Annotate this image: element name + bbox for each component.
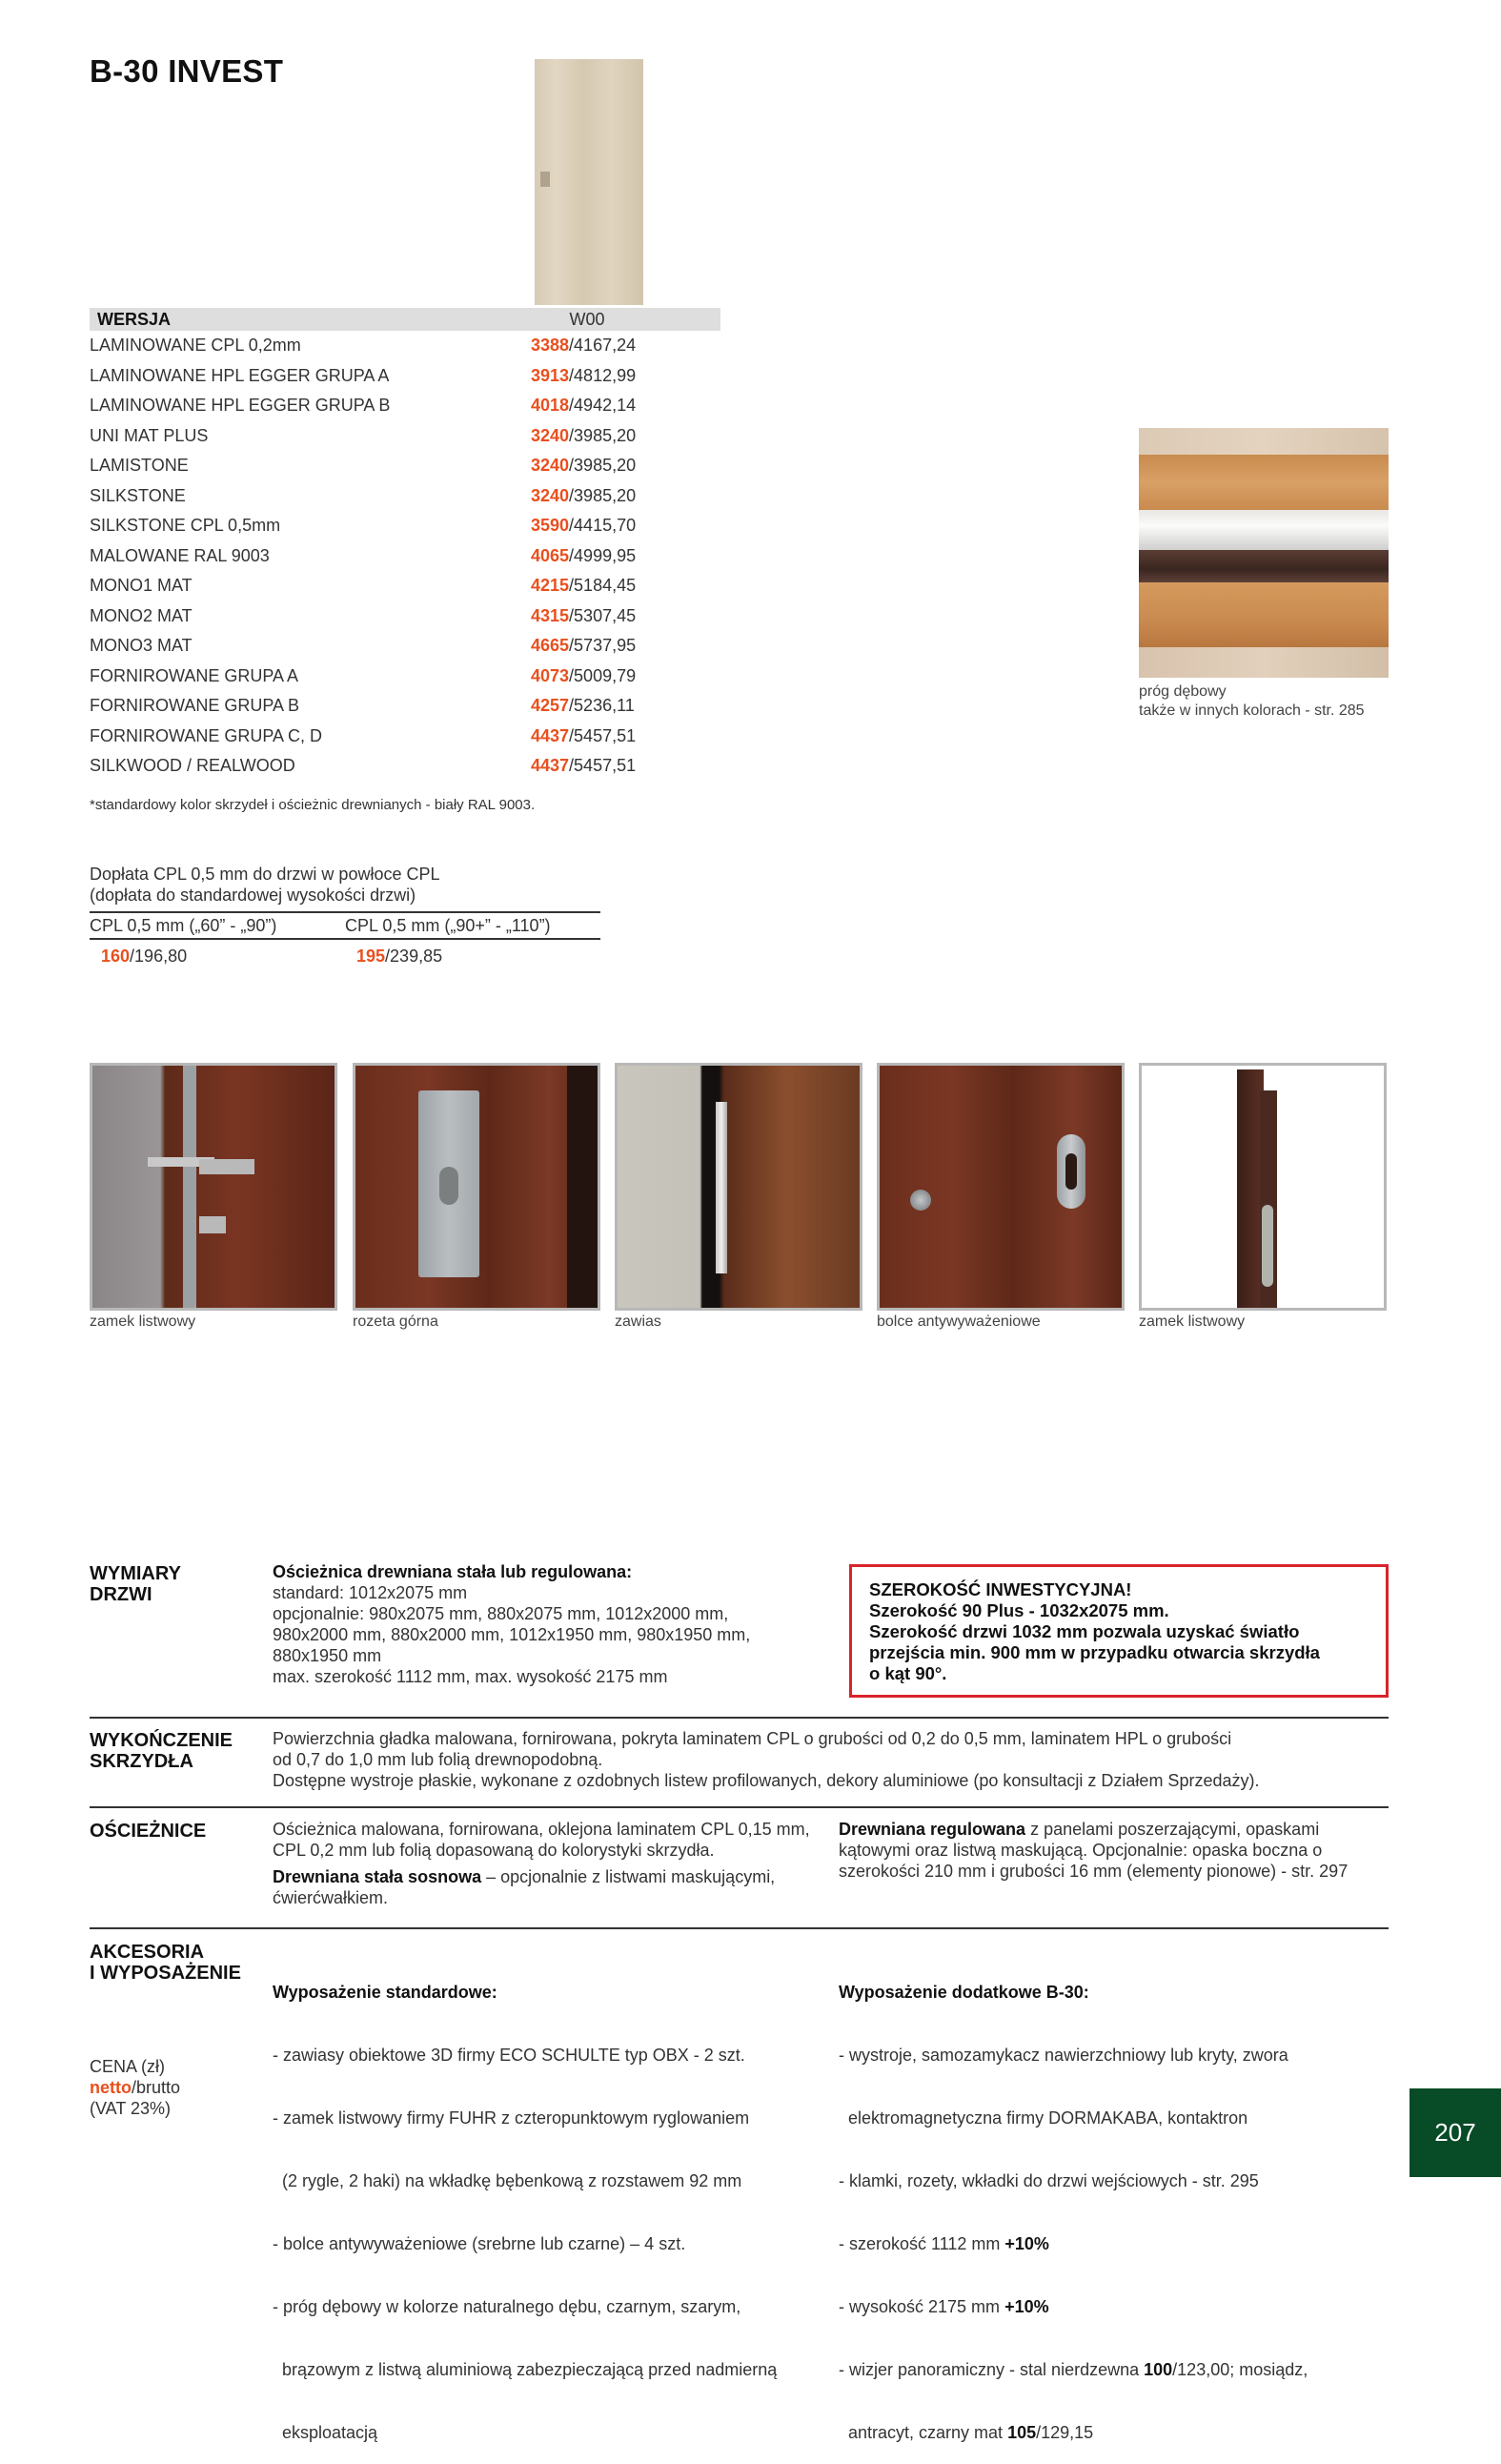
price-netto: 4065	[531, 545, 570, 565]
wymiary-label-line2: DRZWI	[90, 1584, 152, 1605]
cpl-header-row	[90, 911, 600, 940]
footnote: *standardowy kolor skrzydeł i ościeżnic drewnianych - biały RAL 9003.	[90, 797, 536, 813]
extra-item: elektromagnetyczna firmy DORMAKABA, kontaktron	[839, 2108, 1248, 2128]
peephole-netto-2: 105	[1007, 2423, 1037, 2442]
cpl-surcharge-title	[90, 864, 600, 906]
price-brutto: /5457,51	[569, 725, 637, 745]
cpl-title-line2: (dopłata do standardowej wysokości drzwi)	[90, 886, 416, 905]
oscieznice-left-p2	[273, 1866, 830, 1908]
peephole-text-c: antracyt, czarny mat	[839, 2423, 1008, 2442]
oscieznice-right-bold: Drewniana regulowana	[839, 1820, 1026, 1839]
finish-price	[531, 666, 636, 686]
extra-item-peephole-2	[839, 2422, 1391, 2443]
price-netto: 4315	[531, 605, 570, 625]
section-text-oscieznice-left	[273, 1819, 830, 1908]
price-table-row	[90, 451, 720, 481]
finish-price	[531, 576, 636, 596]
finish-price	[531, 726, 636, 746]
invest-line: o kąt 90°.	[869, 1663, 947, 1683]
door-handle-icon	[540, 172, 550, 187]
price-brutto: /4167,24	[569, 336, 637, 356]
price-brutto: /4812,99	[569, 365, 637, 385]
section-label-oscieznice: OŚCIEŻNICE	[90, 1821, 207, 1842]
section-label-wymiary	[90, 1563, 181, 1605]
door-image-w00	[535, 59, 643, 305]
standard-item: - zamek listwowy firmy FUHR z czteropunktowym ryglowaniem	[273, 2108, 750, 2128]
price-table-row	[90, 662, 720, 692]
finish-price	[531, 606, 636, 626]
wymiary-line: 880x1950 mm	[273, 1646, 382, 1665]
price-legend-line1: CENA (zł)	[90, 2057, 166, 2076]
section-text-oscieznice-right	[839, 1819, 1358, 1882]
cpl-title-line1: Dopłata CPL 0,5 mm do drzwi w powłoce CPL	[90, 865, 440, 884]
photo-bolce-antywywazeniowe	[877, 1063, 1125, 1311]
finish-name: FORNIROWANE GRUPA A	[90, 665, 299, 685]
price-netto: 3240	[531, 456, 570, 476]
price-netto: 4018	[531, 396, 570, 416]
peephole-text-b: /123,00; mosiądz,	[1172, 2360, 1308, 2379]
price-brutto: /5307,45	[569, 605, 637, 625]
standard-equipment-heading: Wyposażenie standardowe:	[273, 1983, 497, 2002]
finish-name: LAMISTONE	[90, 456, 189, 476]
finish-name: FORNIROWANE GRUPA C, D	[90, 725, 323, 745]
akcesoria-label-line2: I WYPOSAŻENIE	[90, 1963, 241, 1984]
price-netto: 4257	[531, 696, 570, 716]
header-wersja: WERSJA	[97, 309, 172, 329]
price-table-row	[90, 631, 720, 662]
page-title: B-30 INVEST	[90, 53, 284, 89]
cpl-val-2-netto: 195	[356, 946, 386, 966]
section-text-wymiary	[273, 1561, 825, 1687]
price-table-row	[90, 571, 720, 601]
extra-equipment	[839, 1940, 1391, 2464]
header-version: W00	[569, 309, 605, 329]
extra-item-width	[839, 2233, 1391, 2254]
finish-price	[531, 426, 636, 446]
price-netto: 3388	[531, 336, 570, 356]
price-netto: 4073	[531, 665, 570, 685]
price-legend-line3: (VAT 23%)	[90, 2099, 172, 2118]
page-number-badge: 207	[1410, 2088, 1501, 2177]
wymiary-line: opcjonalnie: 980x2075 mm, 880x2075 mm, 1012x2000 mm,	[273, 1604, 729, 1623]
finish-price	[531, 696, 635, 716]
wykonczenie-line: od 0,7 do 1,0 mm lub folią drewnopodobną.	[273, 1750, 603, 1769]
price-netto: 4437	[531, 756, 570, 776]
wymiary-heading: Ościeżnica drewniana stała lub regulowana:	[273, 1562, 633, 1581]
invest-line: SZEROKOŚĆ INWESTYCYJNA!	[869, 1579, 1132, 1599]
price-brutto: /4942,14	[569, 396, 637, 416]
wymiary-label-line1: WYMIARY	[90, 1563, 181, 1584]
caption-bolce-antywywazeniowe: bolce antywyważeniowe	[877, 1313, 1041, 1330]
price-table-row	[90, 691, 720, 722]
caption-zamek-listwowy-1: zamek listwowy	[90, 1313, 196, 1330]
divider	[90, 1717, 1389, 1719]
price-table-row	[90, 421, 720, 452]
extra-item-width-pct: +10%	[1004, 2234, 1049, 2253]
price-brutto: /5457,51	[569, 756, 637, 776]
wykonczenie-label-line1: WYKOŃCZENIE	[90, 1730, 233, 1751]
finish-price	[531, 456, 636, 476]
oscieznice-left-p1: Ościeżnica malowana, fornirowana, oklejona laminatem CPL 0,15 mm, CPL 0,2 mm lub folią dopasowaną do kolorystyki skrzydła.	[273, 1820, 810, 1860]
peephole-text-a: - wizjer panoramiczny - stal nierdzewna	[839, 2360, 1145, 2379]
standard-item: (2 rygle, 2 haki) na wkładkę bębenkową z rozstawem 92 mm	[273, 2171, 742, 2190]
oscieznice-left-p2-bold: Drewniana stała sosnowa	[273, 1867, 482, 1886]
finish-name: MONO1 MAT	[90, 576, 193, 596]
peephole-text-d: /129,15	[1036, 2423, 1094, 2442]
section-text-wykonczenie	[273, 1728, 1392, 1791]
price-brutto: /3985,20	[569, 425, 637, 445]
extra-item-width-text: - szerokość 1112 mm	[839, 2234, 1005, 2253]
price-brutto: /4999,95	[569, 545, 637, 565]
price-brutto: /3985,20	[569, 485, 637, 505]
price-legend-netto: netto	[90, 2078, 132, 2097]
price-table-row	[90, 481, 720, 512]
cpl-values-row	[90, 940, 600, 972]
finish-name: LAMINOWANE CPL 0,2mm	[90, 336, 301, 356]
price-table-row	[90, 751, 720, 782]
standard-item: brązowym z listwą aluminiową zabezpieczającą przed nadmierną	[273, 2360, 778, 2379]
price-brutto: /5184,45	[569, 576, 637, 596]
price-table-row	[90, 722, 720, 752]
price-table-row	[90, 391, 720, 421]
price-legend-brutto: /brutto	[132, 2078, 181, 2097]
finish-price	[531, 366, 636, 386]
price-netto: 3240	[531, 425, 570, 445]
standard-item: - bolce antywyważeniowe (srebrne lub czarne) – 4 szt.	[273, 2234, 686, 2253]
finish-name: FORNIROWANE GRUPA B	[90, 696, 300, 716]
price-netto: 3913	[531, 365, 570, 385]
cpl-val-2	[345, 947, 442, 967]
caption-rozeta-gorna: rozeta górna	[353, 1313, 438, 1330]
wymiary-line: 980x2000 mm, 880x2000 mm, 1012x1950 mm, 980x1950 mm,	[273, 1625, 751, 1644]
price-brutto: /5737,95	[569, 636, 637, 656]
finish-price	[531, 516, 636, 536]
finish-price	[531, 486, 636, 506]
extra-item: - klamki, rozety, wkładki do drzwi wejściowych - str. 295	[839, 2171, 1259, 2190]
price-netto: 3590	[531, 516, 570, 536]
section-label-wykonczenie	[90, 1730, 233, 1772]
price-brutto: /4415,70	[569, 516, 637, 536]
akcesoria-label-line1: AKCESORIA	[90, 1942, 205, 1963]
wymiary-line: max. szerokość 1112 mm, max. wysokość 2175 mm	[273, 1667, 668, 1686]
finish-name: UNI MAT PLUS	[90, 425, 209, 445]
finish-price	[531, 396, 636, 416]
price-netto: 3240	[531, 485, 570, 505]
photo-zamek-listwowy-2	[1139, 1063, 1387, 1311]
wykonczenie-label-line2: SKRZYDŁA	[90, 1751, 193, 1772]
divider	[90, 1806, 1389, 1808]
price-table-row	[90, 331, 720, 361]
peephole-netto-1: 100	[1144, 2360, 1173, 2379]
cpl-val-1	[90, 947, 345, 967]
extra-item: - wystroje, samozamykacz nawierzchniowy lub kryty, zwora	[839, 2046, 1288, 2065]
cpl-val-1-netto: 160	[101, 946, 131, 966]
photo-rozeta-gorna	[353, 1063, 600, 1311]
price-brutto: /5236,11	[569, 696, 635, 716]
extra-item-peephole	[839, 2359, 1391, 2380]
finish-price	[531, 546, 636, 566]
invest-line: Szerokość drzwi 1032 mm pozwala uzyskać światło	[869, 1621, 1300, 1641]
price-netto: 4215	[531, 576, 570, 596]
wymiary-line: standard: 1012x2075 mm	[273, 1583, 468, 1602]
finish-name: LAMINOWANE HPL EGGER GRUPA B	[90, 396, 391, 416]
photo-zawias	[615, 1063, 862, 1311]
standard-equipment	[273, 1940, 835, 2464]
cpl-col-1: CPL 0,5 mm („60” - „90”)	[90, 915, 277, 935]
oscieznice-left-p2-rest: – opcjonalnie z listwami maskującymi, ćwierćwałkiem.	[273, 1867, 776, 1907]
cpl-val-2-brutto: /239,85	[385, 946, 443, 966]
invest-line: przejścia min. 900 mm w przypadku otwarcia skrzydła	[869, 1642, 1320, 1662]
extra-item-height-pct: +10%	[1004, 2297, 1049, 2316]
photo-zamek-listwowy-1	[90, 1063, 337, 1311]
threshold-caption-line2: także w innych kolorach - str. 285	[1139, 703, 1365, 719]
caption-zamek-listwowy-2: zamek listwowy	[1139, 1313, 1246, 1330]
standard-item: - próg dębowy w kolorze naturalnego dębu, czarnym, szarym,	[273, 2297, 741, 2316]
finish-name: SILKSTONE CPL 0,5mm	[90, 516, 281, 536]
extra-item-height-text: - wysokość 2175 mm	[839, 2297, 1005, 2316]
invest-width-notice	[849, 1564, 1389, 1698]
wykonczenie-line: Dostępne wystroje płaskie, wykonane z ozdobnych listew profilowanych, dekory aluminiowe (po konsultacji z Działem Sprzedaży).	[273, 1771, 1260, 1790]
standard-item: - zawiasy obiektowe 3D firmy ECO SCHULTE typ OBX - 2 szt.	[273, 2046, 745, 2065]
threshold-caption-line1: próg dębowy	[1139, 683, 1227, 700]
finish-name: MALOWANE RAL 9003	[90, 545, 270, 565]
cpl-val-1-brutto: /196,80	[130, 946, 188, 966]
finish-name: LAMINOWANE HPL EGGER GRUPA A	[90, 365, 390, 385]
price-table-header	[90, 308, 720, 331]
extra-item-height	[839, 2296, 1391, 2317]
section-label-akcesoria	[90, 1942, 241, 1984]
cpl-col-2: CPL 0,5 mm („90+” - „110”)	[345, 915, 551, 935]
price-netto: 4437	[531, 725, 570, 745]
price-table-row	[90, 361, 720, 392]
finish-price	[531, 756, 636, 776]
oscieznice-right-rest: z panelami poszerzającymi, opaskami kątowymi oraz listwą maskującą. Opcjonalnie: opaska boczna o szerokości 210 mm i grubości 16 mm (elementy pionowe) - str. 297	[839, 1820, 1349, 1881]
cpl-surcharge-table	[90, 864, 600, 972]
invest-line: Szerokość 90 Plus - 1032x2075 mm.	[869, 1600, 1169, 1620]
divider	[90, 1927, 1389, 1929]
caption-zawias: zawias	[615, 1313, 661, 1330]
price-table	[90, 308, 720, 782]
wykonczenie-line: Powierzchnia gładka malowana, fornirowana, pokryta laminatem CPL o grubości od 0,2 do 0,5 mm, laminatem HPL o grubości	[273, 1729, 1232, 1748]
extra-equipment-heading: Wyposażenie dodatkowe B-30:	[839, 1983, 1089, 2002]
finish-price	[531, 336, 636, 356]
finish-name: SILKWOOD / REALWOOD	[90, 756, 295, 776]
threshold-photo	[1139, 428, 1389, 678]
price-table-row	[90, 511, 720, 541]
price-brutto: /5009,79	[569, 665, 637, 685]
price-legend	[90, 2056, 180, 2119]
price-legend-line2	[90, 2077, 180, 2098]
finish-name: SILKSTONE	[90, 485, 186, 505]
standard-item: eksploatacją	[273, 2423, 378, 2442]
price-netto: 4665	[531, 636, 570, 656]
price-table-row	[90, 601, 720, 632]
finish-price	[531, 636, 636, 656]
price-brutto: /3985,20	[569, 456, 637, 476]
price-table-row	[90, 541, 720, 572]
finish-name: MONO2 MAT	[90, 605, 193, 625]
finish-name: MONO3 MAT	[90, 636, 193, 656]
threshold-caption	[1139, 682, 1365, 721]
